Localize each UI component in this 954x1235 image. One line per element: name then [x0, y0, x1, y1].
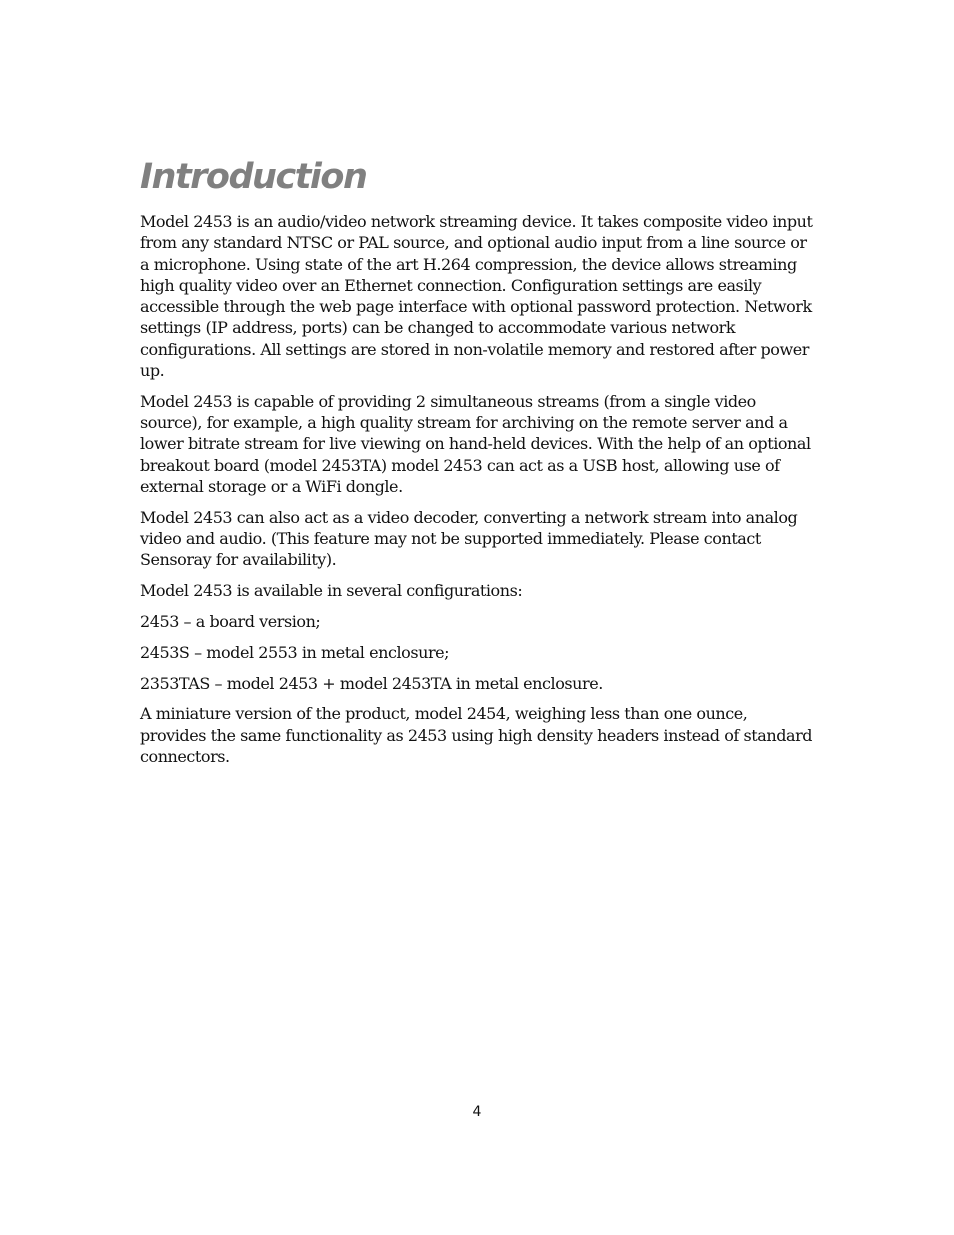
paragraph-overview: Model 2453 is an audio/video network streaming device. It takes composite video input from any standard NTSC or PAL source, and optional audio input from a line source or a microphone. Using state of the art H.264 compression, the device allows streaming high quality video over an Ethernet connection. Configuration settings are easily accessible through the web page interface with optional password protection. Network settings (IP address, ports) can be changed to accommodate various network configurations. All settings are stored in non-volatile memory and restored after power up. — [140, 212, 813, 381]
body-text — [140, 211, 816, 777]
configuration-item-board: 2453 – a board version; — [140, 612, 321, 632]
page-number: 4 — [472, 1104, 482, 1120]
page-title: Introduction — [140, 157, 367, 197]
configuration-item-enclosure: 2453S – model 2553 in metal enclosure; — [140, 642, 450, 662]
paragraph-configurations-intro: Model 2453 is available in several configurations: — [140, 581, 523, 601]
paragraph-miniature: A miniature version of the product, model 2454, weighing less than one ounce, provides the same functionality as 2453 using high density headers instead of standard connectors. — [140, 704, 813, 767]
paragraph-streams: Model 2453 is capable of providing 2 simultaneous streams (from a single video source), for example, a high quality stream for archiving on the remote server and a lower bitrate stream for live viewing on hand-held devices. With the help of an optional breakout board (model 2453TA) model 2453 can act as a USB host, allowing use of external storage or a WiFi dongle. — [140, 391, 811, 497]
configuration-item-breakout-enclosure: 2353TAS – model 2453 + model 2453TA in metal enclosure. — [140, 673, 603, 693]
paragraph-decoder: Model 2453 can also act as a video decoder, converting a network stream into analog video and audio. (This feature may not be supported immediately. Please contact Sensoray for availability). — [140, 507, 798, 570]
